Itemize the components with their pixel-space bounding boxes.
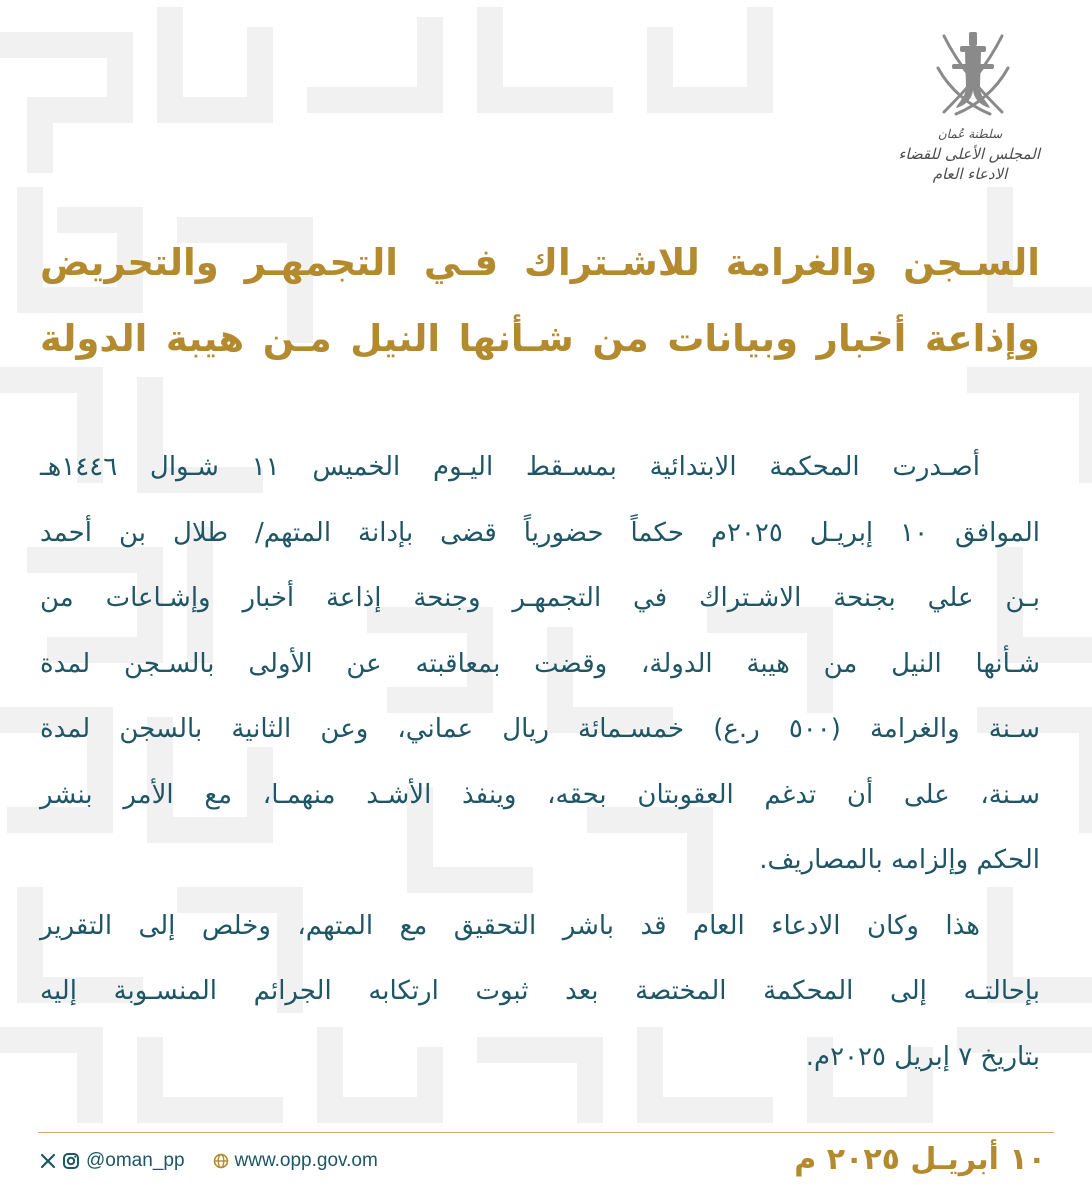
website-link[interactable]: www.opp.gov.om [234,1150,378,1171]
paragraph-1-line: سـنة والغرامة (٥٠٠ ر.ع) خمسـمائة ريال عماني، وعن الثانية بالسجن لمدة [40,714,1040,744]
paragraph-1-line: أصـدرت المحكمة الابتدائية بمسـقط اليـوم الخميس ١١ شـوال ١٤٤٦هـ [40,452,980,482]
org-name-council: المجلس الأعلى للقضاء [898,145,1040,163]
instagram-icon[interactable] [62,1152,80,1170]
headline-line-1: السـجن والغرامة للاشـتراك فـي التجمهـر والتحريض [40,241,1040,284]
headline [40,225,1040,377]
paragraph-1-line: سـنة، على أن تدغم العقوبتان بحقه، وينفذ الأشـد منهمـا، مع الأمر بنشر [40,779,1040,810]
paragraph-1-line: شـأنها النيل من هيبة الدولة، وقضت بمعاقبته عن الأولى بالسـجن لمدة [40,648,1040,679]
footer-contacts [40,1146,378,1176]
org-name-sultanate: سلطنة عُمان [937,127,1003,141]
org-name-prosecution: الادعاء العام [932,165,1008,183]
paragraph-2-line: بتاريخ ٧ إبريل ٢٠٢٥م. [805,1041,1040,1072]
publish-date: ١٠ أبريـل ٢٠٢٥ م [794,1142,1046,1177]
paragraph-2-line: بإحالتـه إلى المحكمة المختصة بعد ثبوت ارتكابه الجرائم المنسـوبة إليه [40,976,1040,1006]
headline-line-2: وإذاعة أخبار وبيانات من شـأنها النيل مـن هيبة الدولة [40,317,1040,360]
article-body [40,435,1040,1090]
paragraph-2-line: هذا وكان الادعاء العام قد باشر التحقيق مع المتهم، وخلص إلى التقرير [40,910,980,941]
globe-icon [213,1153,229,1169]
x-icon[interactable] [40,1153,56,1169]
paragraph-1-line: الحكم وإلزامه بالمصاريف. [759,845,1040,875]
emblem [900,28,1050,203]
paragraph-1-line: بـن علي بجنحة الاشـتراك في التجمهـر وجنحة إذاعة أخبار وإشـاعات من [40,583,1040,613]
social-handle[interactable]: @oman_pp [86,1150,185,1171]
khanjar-emblem-icon [930,28,1016,120]
footer-divider [38,1132,1054,1133]
paragraph-1-line: الموافق ١٠ إبريـل ٢٠٢٥م حكماً حضورياً قضى بإدانة المتهم/ طلال بن أحمد [40,517,1040,548]
